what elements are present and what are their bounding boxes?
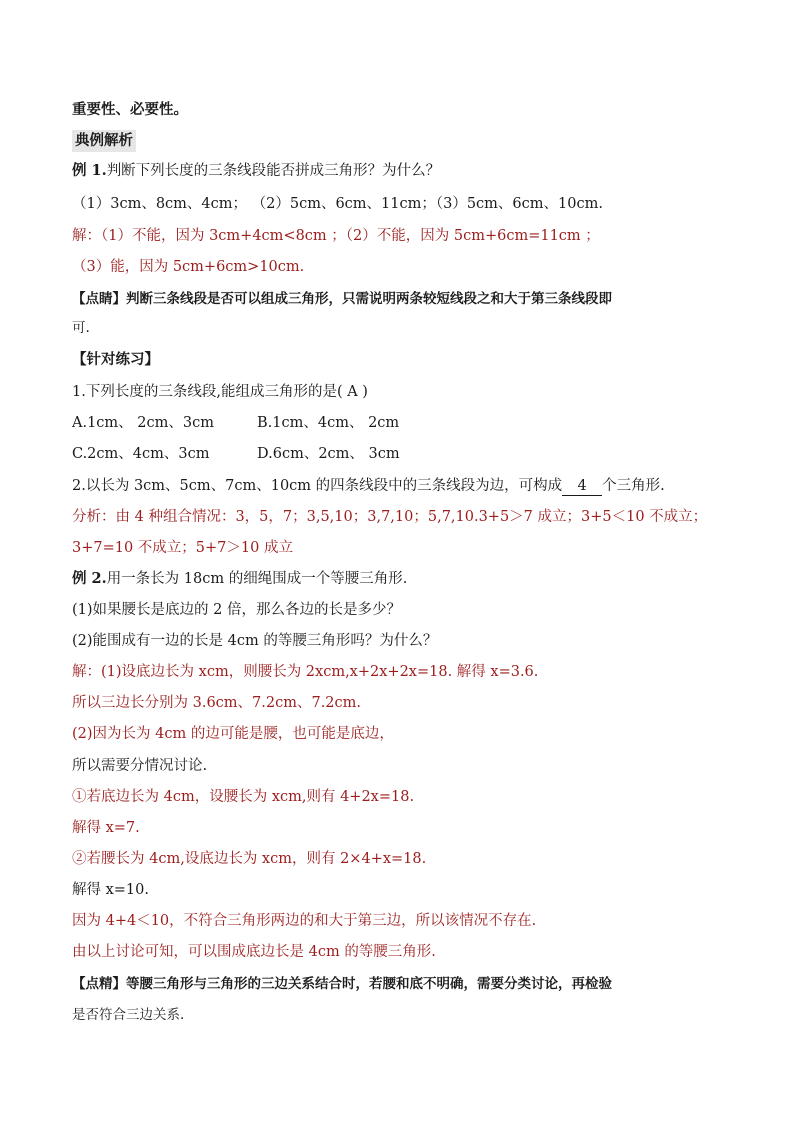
example-2-solution-line: 解得 x=10. — [72, 882, 149, 898]
practice-analysis-line-2: 3+7=10 不成立；5+7＞10 成立 — [72, 540, 293, 556]
example-2-solution-line: ①若底边长为 4cm，设腰长为 xcm,则有 4+2x=18. — [72, 789, 415, 805]
example-2-solution-line: 解：(1)设底边长为 xcm，则腰长为 2xcm,x+2x+2x=18. 解得 x=3.6. — [72, 664, 539, 680]
practice-analysis-line-1: 分析：由 4 种组合情况：3，5，7；3,5,10；3,7,10；5,7,10.3+5＞7 成立；3+5＜10 不成立； — [72, 509, 708, 525]
example-1-solution-line-1: 解：（1）不能，因为 3cm+4cm<8cm ；（2）不能，因为 5cm+6cm=11cm ； — [72, 228, 600, 244]
example-2-question — [72, 568, 754, 590]
example-1-solution-line-2: （3）能，因为 5cm+6cm>10cm. — [72, 259, 305, 275]
example-2-sub-1: (1)如果腰长是底边的 2 倍，那么各边的长是多少？ — [72, 602, 401, 618]
example-2-tip-line-2: 是否符合三边关系. — [72, 1007, 185, 1023]
example-2-solution-line: (2)因为长为 4cm 的边可能是腰，也可能是底边， — [72, 726, 394, 742]
example-2-text: 用一条长为 18cm 的细绳围成一个等腰三角形. — [106, 571, 408, 587]
example-1-text: 判断下列长度的三条线段能否拼成三角形？为什么？ — [106, 163, 441, 179]
practice-q1-options-row-1 — [72, 412, 754, 434]
practice-q1: 1.下列长度的三条线段,能组成三角形的是( A ) — [72, 384, 368, 400]
practice-q2 — [72, 475, 754, 497]
example-2-solution-line: ②若腰长为 4cm,设底边长为 xcm，则有 2×4+x=18. — [72, 851, 427, 867]
section-heading: 典例解析 — [72, 130, 136, 152]
practice-q2-answer-blank: 4 — [562, 477, 602, 496]
example-1-tip-line-1: 【点睛】判断三条线段是否可以组成三角形，只需说明两条较短线段之和大于第三条线段即 — [72, 291, 612, 307]
option-b: B.1cm、4cm、 2cm — [257, 415, 400, 431]
practice-heading: 【针对练习】 — [72, 351, 159, 368]
example-1-question — [72, 160, 754, 182]
example-1-items: （1）3cm、8cm、4cm； （2）5cm、6cm、11cm；（3）5cm、6cm、10cm. — [72, 196, 603, 212]
example-2-solution-line: 所以需要分情况讨论. — [72, 758, 208, 774]
practice-q2-prefix: 2.以长为 3cm、5cm、7cm、10cm 的四条线段中的三条线段为边，可构成 — [72, 478, 563, 494]
practice-q1-options-row-2 — [72, 443, 754, 465]
option-c: C.2cm、4cm、3cm — [72, 446, 210, 462]
example-1-label: 例 1. — [72, 162, 107, 179]
example-2-solution-line: 解得 x=7. — [72, 820, 140, 836]
example-1-tip-line-2: 可. — [72, 320, 90, 336]
example-2-tip-line-1: 【点精】等腰三角形与三角形的三边关系结合时，若腰和底不明确，需要分类讨论，再检验 — [72, 976, 612, 992]
section-heading-wrap — [72, 130, 754, 152]
option-d: D.6cm、2cm、 3cm — [257, 446, 400, 462]
example-2-solution-line: 所以三边长分别为 3.6cm、7.2cm、7.2cm. — [72, 695, 362, 711]
example-2-sub-2: (2)能围成有一边的长是 4cm 的等腰三角形吗？为什么？ — [72, 633, 438, 649]
example-2-solution-line: 因为 4+4＜10，不符合三角形两边的和大于第三边，所以该情况不存在. — [72, 913, 537, 929]
practice-q2-suffix: 个三角形. — [602, 478, 665, 494]
example-2-solution-line: 由以上讨论可知，可以围成底边长是 4cm 的等腰三角形. — [72, 944, 436, 960]
option-a: A.1cm、 2cm、3cm — [72, 415, 214, 431]
example-2-label: 例 2. — [72, 570, 107, 587]
intro-tail: 重要性、必要性。 — [72, 101, 188, 118]
